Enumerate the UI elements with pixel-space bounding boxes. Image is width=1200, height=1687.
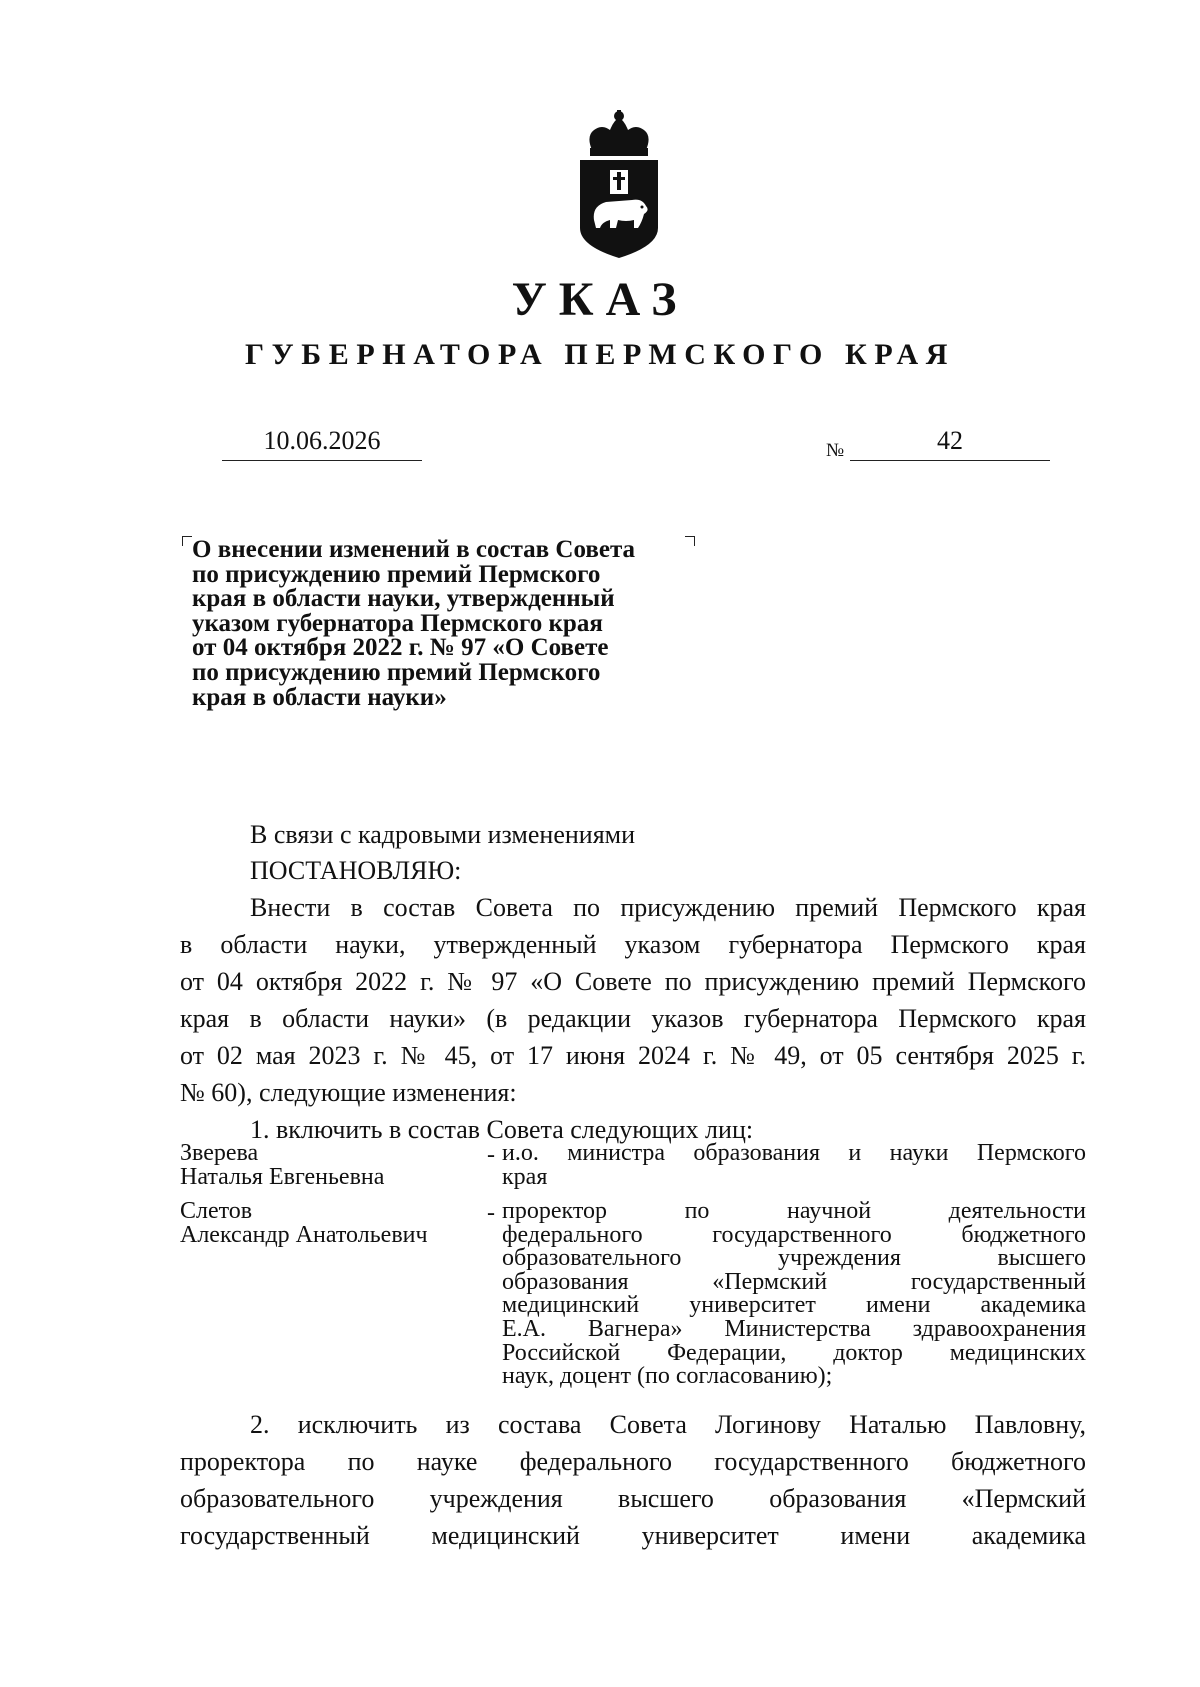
main-paragraph-line: от 04 октября 2022 г. № 97 «О Совете по присуждению премий Пермского xyxy=(180,967,1086,996)
member-given-names: Александр Анатольевич xyxy=(180,1221,428,1248)
item-2-line: 2. исключить из состава Совета Логинову Наталью Павловну, xyxy=(250,1410,1086,1439)
heading-line: по присуждению премий Пермского xyxy=(192,560,601,588)
member-description xyxy=(502,1142,1086,1189)
decree-word: ПОСТАНОВЛЯЮ: xyxy=(250,856,462,885)
description-line: наук, доцент (по согласованию); xyxy=(502,1363,833,1390)
member-given-names: Наталья Евгеньевна xyxy=(180,1163,385,1190)
main-paragraph-line: Внести в состав Совета по присуждению премий Пермского края xyxy=(250,893,1086,922)
description-line: федерального государственного бюджетного xyxy=(502,1221,1086,1248)
item-2-line: государственный медицинский университет имени академика xyxy=(180,1521,1086,1550)
heading-line: О внесении изменений в состав Совета xyxy=(192,536,636,563)
heading-line: от 04 октября 2022 г. № 97 «О Совете xyxy=(192,634,609,662)
item-2-line: проректора по науке федерального государственного бюджетного xyxy=(180,1447,1086,1476)
main-paragraph-line: от 02 мая 2023 г. № 45, от 17 июня 2024 г. № 49, от 05 сентября 2025 г. xyxy=(180,1041,1086,1070)
heading-line: указом губернатора Пермского края xyxy=(192,609,603,637)
heading-line: края в области науки, утвержденный xyxy=(192,585,615,613)
item-1: 1. включить в состав Совета следующих лиц: xyxy=(250,1115,754,1144)
main-paragraph-line: в области науки, утвержденный указом губернатора Пермского края xyxy=(180,930,1086,959)
member-name xyxy=(180,1142,480,1189)
description-line: образовательного учреждения высшего xyxy=(502,1245,1086,1272)
document-subtitle: ГУБЕРНАТОРА ПЕРМСКОГО КРАЯ xyxy=(244,338,955,371)
number-sign: № xyxy=(826,440,845,461)
member-description xyxy=(502,1200,1086,1389)
heading-line: по присуждению премий Пермского xyxy=(192,658,601,686)
document-title: УКАЗ xyxy=(511,273,689,326)
description-line: края xyxy=(502,1163,548,1190)
member-dash: - xyxy=(487,1200,495,1226)
description-line: медицинский университет имени академика xyxy=(502,1292,1086,1319)
date-underline xyxy=(222,460,422,461)
perm-krai-coat-of-arms-icon xyxy=(572,110,666,260)
heading-corner-left xyxy=(182,536,192,546)
number-underline xyxy=(850,460,1050,461)
member-surname: Слетов xyxy=(180,1198,253,1224)
description-line: Е.А. Вагнера» Министерства здравоохранения xyxy=(502,1315,1086,1342)
decree-heading xyxy=(192,538,692,710)
decree-date: 10.06.2026 xyxy=(263,426,381,455)
main-paragraph-line: № 60), следующие изменения: xyxy=(180,1078,517,1107)
description-line: образования «Пермский государственный xyxy=(502,1268,1086,1295)
member-name xyxy=(180,1200,480,1247)
description-line: проректор по научной деятельности xyxy=(502,1198,1086,1224)
heading-line: края в области науки» xyxy=(192,683,447,711)
member-surname: Зверева xyxy=(180,1140,259,1166)
decree-number: 42 xyxy=(937,426,963,455)
intro-text: В связи с кадровыми изменениями xyxy=(250,820,636,849)
item-2-line: образовательного учреждения высшего образования «Пермский xyxy=(180,1484,1086,1513)
description-line: и.о. министра образования и науки Пермского xyxy=(502,1140,1086,1166)
main-paragraph-line: края в области науки» (в редакции указов губернатора Пермского края xyxy=(180,1004,1086,1033)
member-dash: - xyxy=(487,1142,495,1168)
description-line: Российской Федерации, доктор медицинских xyxy=(502,1339,1086,1366)
